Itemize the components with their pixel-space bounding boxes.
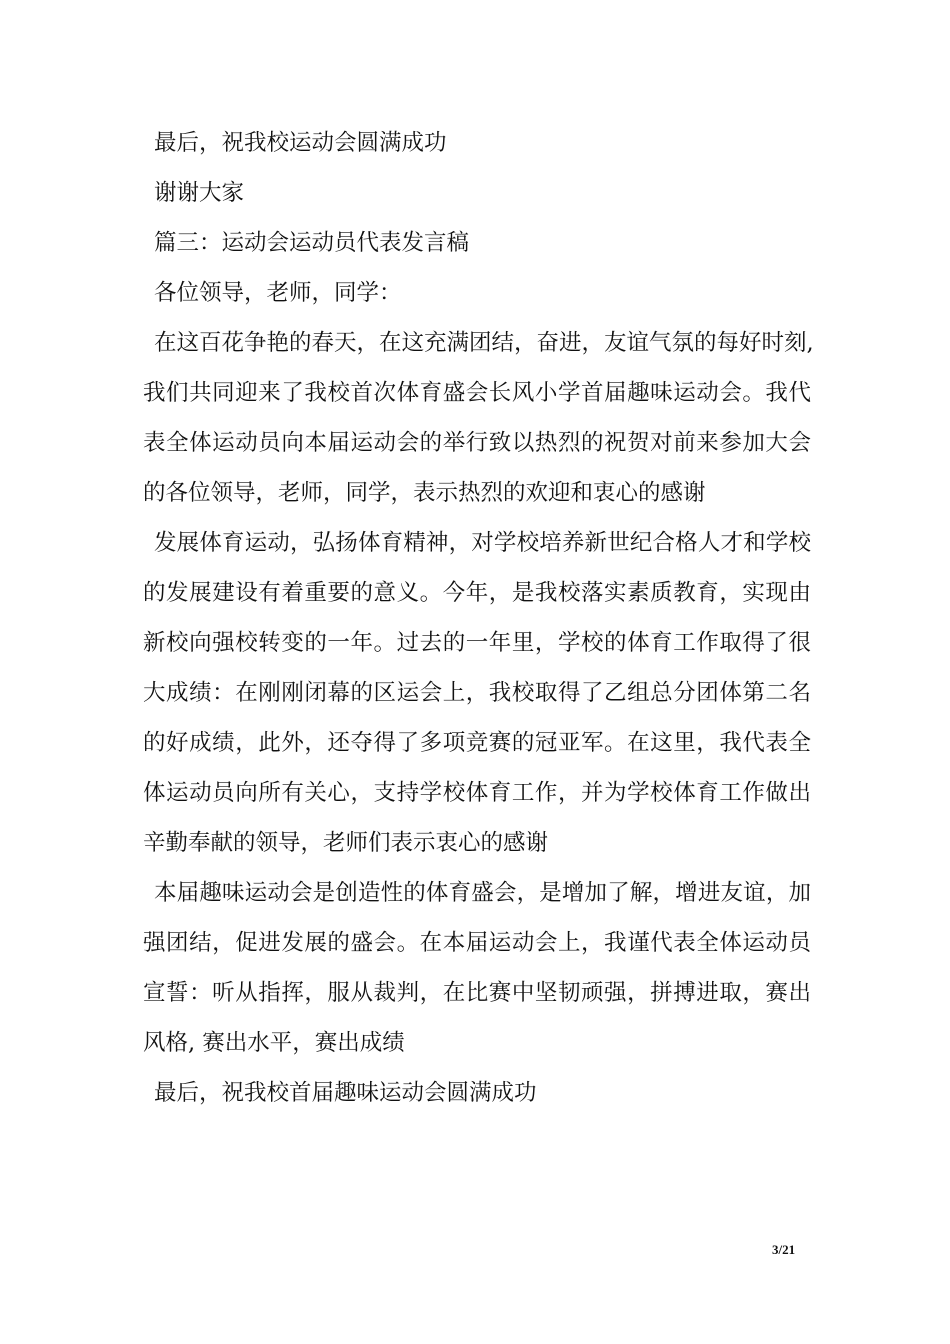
final-closing-line: 最后，祝我校首届趣味运动会圆满成功 <box>154 1080 537 1106</box>
paragraph-1-line: 我们共同迎来了我校首次体育盛会长风小学首届趣味运动会。我代 <box>143 380 811 406</box>
paragraph-3-line: 宣誓：听从指挥，服从裁判，在比赛中坚韧顽强，拼搏进取，赛出 <box>143 980 811 1006</box>
paragraph-1-line: 的各位领导，老师，同学，表示热烈的欢迎和衷心的感谢 <box>143 480 706 506</box>
paragraph-2-line: 的发展建设有着重要的意义。今年，是我校落实素质教育，实现由 <box>143 580 811 606</box>
document-body <box>143 118 814 1118</box>
section-heading: 篇三：运动会运动员代表发言稿 <box>154 230 470 256</box>
paragraph-2-line: 辛勤奉献的领导，老师们表示衷心的感谢 <box>143 830 549 856</box>
paragraph-3-line: 本届趣味运动会是创造性的体育盛会，是增加了解，增进友谊，加 <box>154 880 811 906</box>
paragraph-2-line: 新校向强校转变的一年。过去的一年里，学校的体育工作取得了很 <box>143 630 811 656</box>
paragraph-2-line: 发展体育运动，弘扬体育精神，对学校培养新世纪合格人才和学校 <box>154 530 811 556</box>
paragraph-1-line: 表全体运动员向本届运动会的举行致以热烈的祝贺对前来参加大会 <box>143 430 811 456</box>
thanks-line: 谢谢大家 <box>154 180 245 206</box>
closing-line: 最后，祝我校运动会圆满成功 <box>154 130 447 156</box>
paragraph-2-line: 的好成绩，此外，还夺得了多项竞赛的冠亚军。在这里，我代表全 <box>143 730 811 756</box>
paragraph-2-line: 大成绩：在刚刚闭幕的区运会上，我校取得了乙组总分团体第二名 <box>143 680 811 706</box>
paragraph-1-line: 在这百花争艳的春天，在这充满团结，奋进，友谊气氛的每好时刻, <box>154 330 814 356</box>
paragraph-3-line: 风格, 赛出水平，赛出成绩 <box>143 1030 405 1056</box>
greeting-line: 各位领导，老师，同学： <box>154 280 402 306</box>
paragraph-2-line: 体运动员向所有关心，支持学校体育工作，并为学校体育工作做出 <box>143 780 811 806</box>
page-number: 3/21 <box>772 1242 796 1257</box>
paragraph-3-line: 强团结，促进发展的盛会。在本届运动会上，我谨代表全体运动员 <box>143 930 811 956</box>
